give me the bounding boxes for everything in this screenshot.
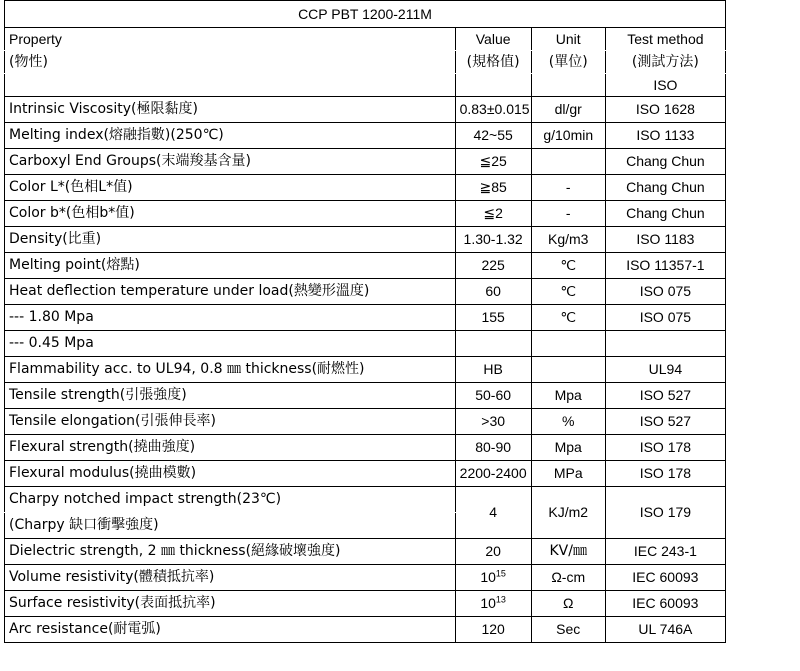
row-value: 2200-2400 <box>455 461 531 487</box>
table-row <box>5 279 726 305</box>
row-test-method: Chang Chun <box>605 201 725 227</box>
table-row <box>5 97 726 123</box>
row-value: 60 <box>455 279 531 305</box>
row-value: HB <box>455 357 531 383</box>
table-row <box>5 305 726 331</box>
row-value <box>455 331 531 357</box>
row-test-method: UL 746A <box>605 617 725 643</box>
row-property: Melting point(熔點) <box>5 253 456 279</box>
header-test-standard: ISO <box>605 74 725 97</box>
charpy-unit: KJ/m2 <box>531 487 605 539</box>
header-value-en: Value <box>455 28 531 51</box>
row-property: Heat deflection temperature under load(熱變形溫度) <box>5 279 456 305</box>
table-row <box>5 461 726 487</box>
row-test-method: ISO 178 <box>605 461 725 487</box>
row-test-method: IEC 60093 <box>605 591 725 617</box>
row-property: Volume resistivity(體積抵抗率) <box>5 565 456 591</box>
row-value: 42~55 <box>455 123 531 149</box>
table-row <box>5 331 726 357</box>
title-row <box>5 1 726 28</box>
header-unit-en: Unit <box>531 28 605 51</box>
table-row <box>5 123 726 149</box>
row-test-method: ISO 527 <box>605 409 725 435</box>
table-row <box>5 435 726 461</box>
row-unit: ℃ <box>531 253 605 279</box>
row-property: Dielectric strength, 2 ㎜ thickness(絕緣破壞強度) <box>5 539 456 565</box>
header-value-blank <box>455 74 531 97</box>
row-value: 225 <box>455 253 531 279</box>
row-value: 1.30-1.32 <box>455 227 531 253</box>
row-unit: Kg/m3 <box>531 227 605 253</box>
row-unit: Mpa <box>531 383 605 409</box>
row-unit: Ω-cm <box>531 565 605 591</box>
charpy-property-line2: (Charpy 缺口衝擊強度) <box>5 513 456 539</box>
header-row-2 <box>5 51 726 74</box>
row-unit: - <box>531 175 605 201</box>
row-property: Color b*(色相b*值) <box>5 201 456 227</box>
row-test-method <box>605 331 725 357</box>
table-row <box>5 175 726 201</box>
row-property: Carboxyl End Groups(末端羧基含量) <box>5 149 456 175</box>
row-test-method: ISO 075 <box>605 305 725 331</box>
row-value: >30 <box>455 409 531 435</box>
row-unit: % <box>531 409 605 435</box>
table-row <box>5 227 726 253</box>
row-unit <box>531 331 605 357</box>
header-property-blank <box>5 74 456 97</box>
row-unit: Mpa <box>531 435 605 461</box>
row-value: 80-90 <box>455 435 531 461</box>
row-test-method: IEC 243-1 <box>605 539 725 565</box>
row-property: Arc resistance(耐電弧) <box>5 617 456 643</box>
row-unit <box>531 357 605 383</box>
row-test-method: IEC 60093 <box>605 565 725 591</box>
row-unit: KV/㎜ <box>531 539 605 565</box>
row-property: Color L*(色相L*值) <box>5 175 456 201</box>
row-value-base: 20 <box>485 543 501 560</box>
row-unit: - <box>531 201 605 227</box>
row-test-method: ISO 178 <box>605 435 725 461</box>
table-row <box>5 383 726 409</box>
table-row <box>5 409 726 435</box>
row-unit: Ω <box>531 591 605 617</box>
row-value: 155 <box>455 305 531 331</box>
row-value: ≧85 <box>455 175 531 201</box>
row-property: Surface resistivity(表面抵抗率) <box>5 591 456 617</box>
row-value-base: 10 <box>480 595 496 612</box>
row-value-exponent: 13 <box>495 594 506 605</box>
row-value: ≦2 <box>455 201 531 227</box>
specification-table <box>4 0 726 643</box>
charpy-value: 4 <box>455 487 531 539</box>
row-unit: dl/gr <box>531 97 605 123</box>
row-property: --- 1.80 Mpa <box>5 305 456 331</box>
row-test-method: ISO 1133 <box>605 123 725 149</box>
row-unit: ℃ <box>531 279 605 305</box>
header-test-en: Test method <box>605 28 725 51</box>
row-value <box>455 539 531 565</box>
row-value <box>455 565 531 591</box>
table-row <box>5 591 726 617</box>
row-value-base: 120 <box>481 621 505 638</box>
row-value: 50-60 <box>455 383 531 409</box>
header-value-zh: (規格值) <box>455 51 531 74</box>
row-unit: MPa <box>531 461 605 487</box>
table-row <box>5 201 726 227</box>
row-value-base: 10 <box>480 569 496 586</box>
header-unit-blank <box>531 74 605 97</box>
row-value: ≦25 <box>455 149 531 175</box>
header-unit-zh: (單位) <box>531 51 605 74</box>
row-property: Tensile elongation(引張伸長率) <box>5 409 456 435</box>
row-value <box>455 617 531 643</box>
row-property: --- 0.45 Mpa <box>5 331 456 357</box>
row-property: Tensile strength(引張強度) <box>5 383 456 409</box>
row-unit: ℃ <box>531 305 605 331</box>
table-row <box>5 565 726 591</box>
row-unit: g/10min <box>531 123 605 149</box>
row-property: Flammability acc. to UL94, 0.8 ㎜ thickness(耐燃性) <box>5 357 456 383</box>
charpy-row-line1 <box>5 487 726 513</box>
table-row <box>5 539 726 565</box>
header-row-3 <box>5 74 726 97</box>
row-test-method: ISO 1628 <box>605 97 725 123</box>
document-title: CCP PBT 1200-211M <box>5 1 726 28</box>
table-row <box>5 149 726 175</box>
row-test-method: Chang Chun <box>605 149 725 175</box>
header-test-zh: (測試方法) <box>605 51 725 74</box>
row-property: Flexural strength(撓曲強度) <box>5 435 456 461</box>
row-unit <box>531 149 605 175</box>
header-property-en: Property <box>5 28 456 51</box>
row-test-method: UL94 <box>605 357 725 383</box>
row-value-exponent: 15 <box>495 568 506 579</box>
row-property: Melting index(熔融指數)(250℃) <box>5 123 456 149</box>
row-unit: Sec <box>531 617 605 643</box>
table-row <box>5 253 726 279</box>
charpy-test-method: ISO 179 <box>605 487 725 539</box>
row-property: Density(比重) <box>5 227 456 253</box>
row-value: 0.83±0.015 <box>455 97 531 123</box>
row-property: Flexural modulus(撓曲模數) <box>5 461 456 487</box>
row-test-method: Chang Chun <box>605 175 725 201</box>
table-row <box>5 357 726 383</box>
charpy-property-line1: Charpy notched impact strength(23℃) <box>5 487 456 513</box>
row-value <box>455 591 531 617</box>
row-test-method: ISO 527 <box>605 383 725 409</box>
header-row-1 <box>5 28 726 51</box>
row-test-method: ISO 1183 <box>605 227 725 253</box>
row-test-method: ISO 11357-1 <box>605 253 725 279</box>
table-row <box>5 617 726 643</box>
header-property-zh: (物性) <box>5 51 456 74</box>
row-property: Intrinsic Viscosity(極限黏度) <box>5 97 456 123</box>
row-test-method: ISO 075 <box>605 279 725 305</box>
